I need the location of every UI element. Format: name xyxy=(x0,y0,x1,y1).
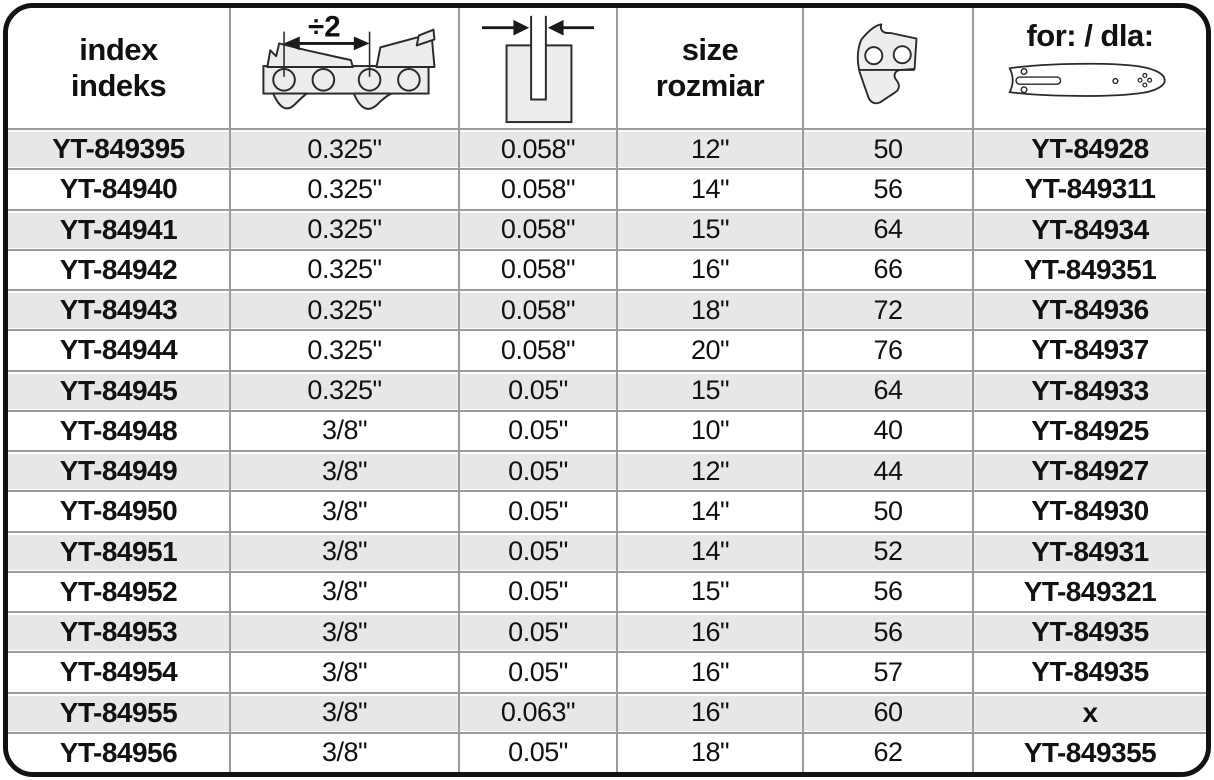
cell-index: YT-84944 xyxy=(59,334,178,366)
header-for xyxy=(972,8,1206,128)
cell-gauge: 0.05" xyxy=(458,573,616,611)
cell-drive-links: 40 xyxy=(802,412,972,450)
cell-drive-links: 57 xyxy=(802,653,972,691)
cell-size: 16" xyxy=(616,251,802,289)
cell-index: YT-84949 xyxy=(59,455,178,487)
cell-size: 14" xyxy=(616,170,802,208)
cell-pitch: 0.325" xyxy=(229,251,458,289)
cell-pitch: 3/8" xyxy=(229,694,458,732)
cell-index: YT-84953 xyxy=(59,616,178,648)
cell-size: 15" xyxy=(616,372,802,410)
chain-gauge-icon xyxy=(472,10,604,126)
cell-pitch: 3/8" xyxy=(229,734,458,772)
table-row xyxy=(8,450,1206,490)
chain-pitch-icon xyxy=(247,10,443,126)
cell-size: 16" xyxy=(616,694,802,732)
cell-gauge: 0.05" xyxy=(458,653,616,691)
cell-size: 15" xyxy=(616,211,802,249)
cell-pitch: 3/8" xyxy=(229,492,458,530)
cell-guide-bar: YT-849355 xyxy=(972,734,1206,772)
cell-index: YT-84941 xyxy=(59,213,178,245)
cell-gauge: 0.058" xyxy=(458,291,616,329)
cell-index: YT-84948 xyxy=(59,414,178,446)
cell-gauge: 0.063" xyxy=(458,694,616,732)
cell-guide-bar: YT-84936 xyxy=(972,291,1206,329)
cell-gauge: 0.058" xyxy=(458,170,616,208)
cell-drive-links: 50 xyxy=(802,130,972,168)
cell-guide-bar: YT-84933 xyxy=(972,372,1206,410)
cell-size: 14" xyxy=(616,533,802,571)
table-header-row xyxy=(8,8,1206,128)
table-row xyxy=(8,732,1206,772)
table-row xyxy=(8,490,1206,530)
cell-pitch: 3/8" xyxy=(229,452,458,490)
table-row xyxy=(8,611,1206,651)
cell-guide-bar: YT-84937 xyxy=(972,331,1206,369)
table-row xyxy=(8,289,1206,329)
cell-drive-links: 62 xyxy=(802,734,972,772)
cell-guide-bar: YT-84927 xyxy=(972,452,1206,490)
table-row xyxy=(8,410,1206,450)
cell-index: YT-84951 xyxy=(59,535,178,567)
cell-size: 12" xyxy=(616,130,802,168)
table-row xyxy=(8,209,1206,249)
cell-guide-bar: YT-84925 xyxy=(972,412,1206,450)
header-for-label: for: / dla: xyxy=(1026,18,1154,53)
cell-gauge: 0.058" xyxy=(458,331,616,369)
cell-gauge: 0.05" xyxy=(458,613,616,651)
cell-pitch: 3/8" xyxy=(229,653,458,691)
table-row xyxy=(8,571,1206,611)
cell-drive-links: 56 xyxy=(802,170,972,208)
cell-size: 20" xyxy=(616,331,802,369)
cell-drive-links: 72 xyxy=(802,291,972,329)
cell-gauge: 0.05" xyxy=(458,734,616,772)
cell-drive-links: 76 xyxy=(802,331,972,369)
cell-drive-links: 64 xyxy=(802,211,972,249)
cell-size: 16" xyxy=(616,653,802,691)
header-index xyxy=(8,8,229,128)
cell-size: 16" xyxy=(616,613,802,651)
cell-guide-bar: YT-849321 xyxy=(972,573,1206,611)
table-row xyxy=(8,249,1206,289)
header-index-line2: indeks xyxy=(70,68,167,103)
cell-index: YT-84945 xyxy=(59,374,178,406)
cell-gauge: 0.058" xyxy=(458,130,616,168)
cell-pitch: 0.325" xyxy=(229,170,458,208)
cell-pitch: 3/8" xyxy=(229,573,458,611)
cell-guide-bar: YT-84935 xyxy=(972,653,1206,691)
cell-guide-bar: YT-84935 xyxy=(972,613,1206,651)
cell-size: 10" xyxy=(616,412,802,450)
drive-link-icon xyxy=(825,12,951,124)
cell-size: 18" xyxy=(616,291,802,329)
pitch-divide-label: ÷2 xyxy=(307,10,341,44)
header-links xyxy=(802,8,972,128)
cell-gauge: 0.05" xyxy=(458,492,616,530)
cell-index: YT-84956 xyxy=(59,736,178,768)
cell-index: YT-84950 xyxy=(59,495,178,527)
cell-drive-links: 56 xyxy=(802,573,972,611)
header-size xyxy=(616,8,802,128)
table-row xyxy=(8,370,1206,410)
cell-guide-bar: YT-849311 xyxy=(972,170,1206,208)
cell-pitch: 0.325" xyxy=(229,211,458,249)
cell-index: YT-849395 xyxy=(52,133,185,165)
cell-gauge: 0.05" xyxy=(458,412,616,450)
header-index-line1: index xyxy=(79,32,158,67)
header-gauge xyxy=(458,8,616,128)
cell-index: YT-84955 xyxy=(59,696,178,728)
cell-guide-bar: YT-849351 xyxy=(972,251,1206,289)
cell-index: YT-84940 xyxy=(59,173,178,205)
cell-gauge: 0.05" xyxy=(458,533,616,571)
cell-pitch: 0.325" xyxy=(229,331,458,369)
cell-drive-links: 44 xyxy=(802,452,972,490)
cell-pitch: 3/8" xyxy=(229,613,458,651)
cell-guide-bar: YT-84931 xyxy=(972,533,1206,571)
cell-gauge: 0.058" xyxy=(458,251,616,289)
cell-gauge: 0.058" xyxy=(458,211,616,249)
cell-index: YT-84954 xyxy=(59,656,178,688)
cell-index: YT-84952 xyxy=(59,575,178,607)
cell-guide-bar: x xyxy=(972,694,1206,732)
cell-size: 12" xyxy=(616,452,802,490)
cell-gauge: 0.05" xyxy=(458,372,616,410)
cell-size: 15" xyxy=(616,573,802,611)
table-row xyxy=(8,692,1206,732)
header-pitch xyxy=(229,8,458,128)
cell-gauge: 0.05" xyxy=(458,452,616,490)
cell-pitch: 3/8" xyxy=(229,412,458,450)
cell-pitch: 3/8" xyxy=(229,533,458,571)
table-row xyxy=(8,651,1206,691)
cell-guide-bar: YT-84930 xyxy=(972,492,1206,530)
cell-drive-links: 66 xyxy=(802,251,972,289)
table-row xyxy=(8,168,1206,208)
cell-drive-links: 56 xyxy=(802,613,972,651)
table-row xyxy=(8,128,1206,168)
guide-bar-icon xyxy=(975,54,1205,116)
cell-pitch: 0.325" xyxy=(229,291,458,329)
cell-index: YT-84942 xyxy=(59,253,178,285)
cell-index: YT-84943 xyxy=(59,294,178,326)
header-size-line2: rozmiar xyxy=(655,68,765,103)
cell-drive-links: 64 xyxy=(802,372,972,410)
table-row xyxy=(8,531,1206,571)
header-size-line1: size xyxy=(681,32,739,67)
spec-table xyxy=(8,8,1206,772)
cell-size: 14" xyxy=(616,492,802,530)
catalog-table-frame xyxy=(3,3,1211,777)
cell-pitch: 0.325" xyxy=(229,372,458,410)
cell-drive-links: 60 xyxy=(802,694,972,732)
cell-drive-links: 52 xyxy=(802,533,972,571)
cell-guide-bar: YT-84934 xyxy=(972,211,1206,249)
cell-guide-bar: YT-84928 xyxy=(972,130,1206,168)
table-row xyxy=(8,329,1206,369)
cell-drive-links: 50 xyxy=(802,492,972,530)
cell-size: 18" xyxy=(616,734,802,772)
cell-pitch: 0.325" xyxy=(229,130,458,168)
